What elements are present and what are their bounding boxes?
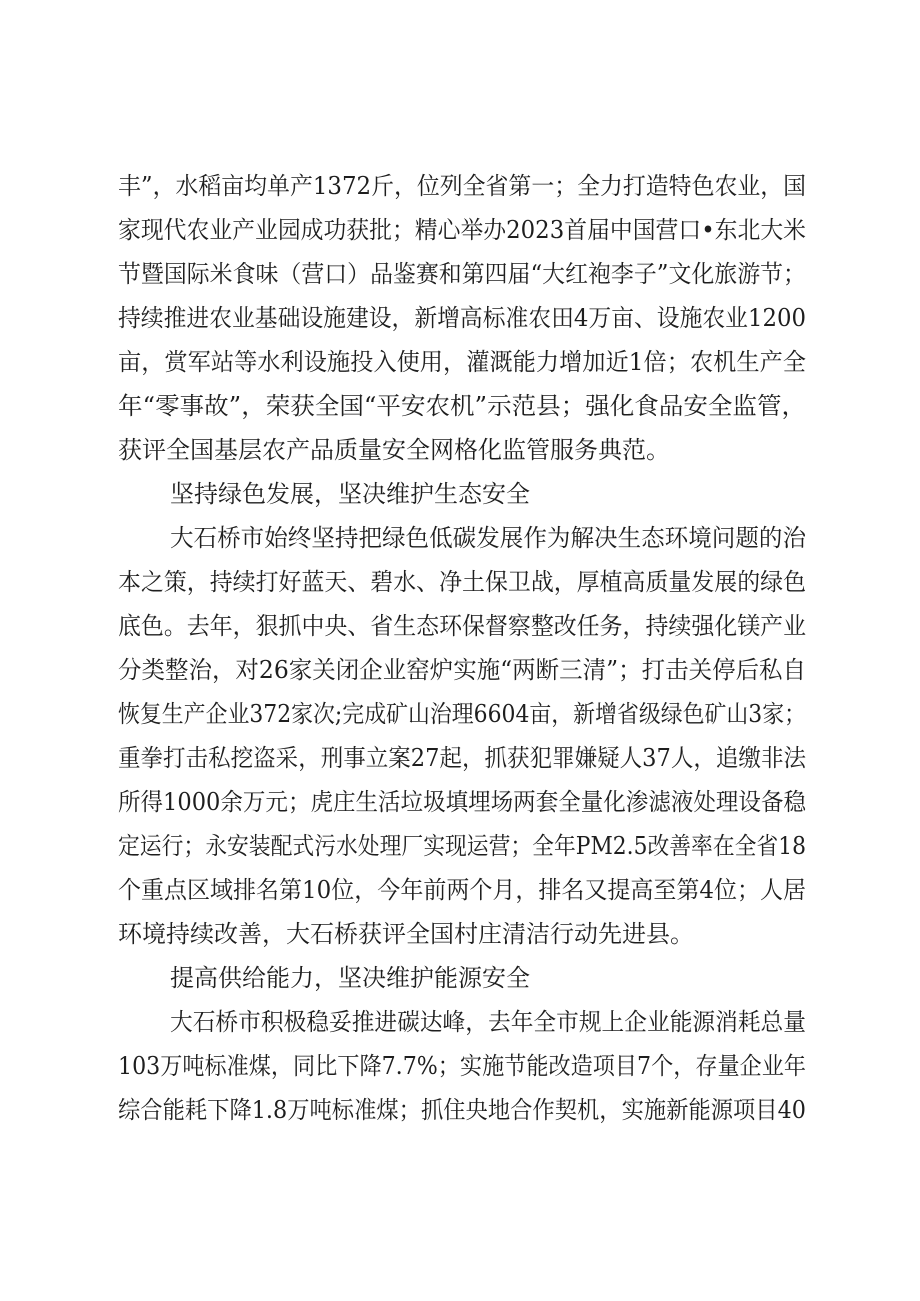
line-text: 持续推进农业基础设施建设，新增高标准农田4万亩、设施农业1200 [118, 304, 806, 332]
line-text: 亩，赏军站等水利设施投入使用，灌溉能力增加近1倍；农机生产全 [118, 348, 807, 376]
line-text: 年“零事故”，荣获全国“平安农机”示范县；强化食品安全监管， [118, 392, 807, 420]
line-text: 获评全国基层农产品质量安全网格化监管服务典范。 [118, 436, 670, 464]
text-line [0, 1046, 920, 1086]
text-line [0, 694, 920, 734]
line-text: 恢复生产企业372家次;完成矿山治理6604亩，新增省级绿色矿山3家； [118, 700, 807, 728]
text-line [0, 386, 920, 426]
text-line [0, 826, 920, 866]
text-line [0, 518, 920, 558]
line-text: 所得1000余万元；虎庄生活垃圾填埋场两套全量化渗滤液处理设备稳 [118, 788, 806, 816]
text-line [0, 782, 920, 822]
line-text: 103万吨标准煤，同比下降7.7%；实施节能改造项目7个，存量企业年 [118, 1052, 807, 1080]
line-text: 个重点区域排名第10位，今年前两个月，排名又提高至第4位；人居 [118, 876, 807, 904]
line-text: 分类整治，对26家关闭企业窑炉实施“两断三清”；打击关停后私自 [118, 656, 807, 684]
line-text: 大石桥市始终坚持把绿色低碳发展作为解决生态环境问题的治 [170, 524, 807, 552]
line-text: 节暨国际米食味（营口）品鉴赛和第四届“大红袍李子”文化旅游节； [118, 260, 806, 288]
text-line [0, 870, 920, 910]
text-line [0, 166, 920, 206]
line-text: 底色。去年，狠抓中央、省生态环保督察整改任务，持续强化镁产业 [118, 612, 807, 640]
text-line [0, 342, 920, 382]
text-line [0, 1090, 920, 1130]
text-line [0, 650, 920, 690]
text-line [0, 210, 920, 250]
section-heading [0, 958, 920, 998]
heading-text: 坚持绿色发展，坚决维护生态安全 [170, 480, 530, 508]
text-line [0, 298, 920, 338]
line-text: 大石桥市积极稳妥推进碳达峰，去年全市规上企业能源消耗总量 [170, 1008, 806, 1036]
text-line [0, 914, 920, 954]
line-text: 环境持续改善，大石桥获评全国村庄清洁行动先进县。 [118, 920, 694, 948]
line-text: 家现代农业产业园成功获批；精心举办2023首届中国营口•东北大米 [118, 216, 807, 244]
line-text: 定运行；永安装配式污水处理厂实现运营；全年PM2.5改善率在全省18 [118, 832, 806, 860]
text-line [0, 738, 920, 778]
text-line [0, 1002, 920, 1042]
line-text: 本之策，持续打好蓝天、碧水、净土保卫战，厚植高质量发展的绿色 [118, 568, 807, 596]
line-text: 综合能耗下降1.8万吨标准煤；抓住央地合作契机，实施新能源项目40 [118, 1096, 806, 1124]
section-heading [0, 474, 920, 514]
text-line [0, 430, 920, 470]
text-line [0, 562, 920, 602]
text-line [0, 254, 920, 294]
heading-text: 提高供给能力，坚决维护能源安全 [170, 964, 530, 992]
line-text: 丰”，水稻亩均单产1372斤，位列全省第一；全力打造特色农业，国 [118, 172, 807, 200]
line-text: 重拳打击私挖盗采，刑事立案27起，抓获犯罪嫌疑人37人，追缴非法 [118, 744, 806, 772]
text-line [0, 606, 920, 646]
